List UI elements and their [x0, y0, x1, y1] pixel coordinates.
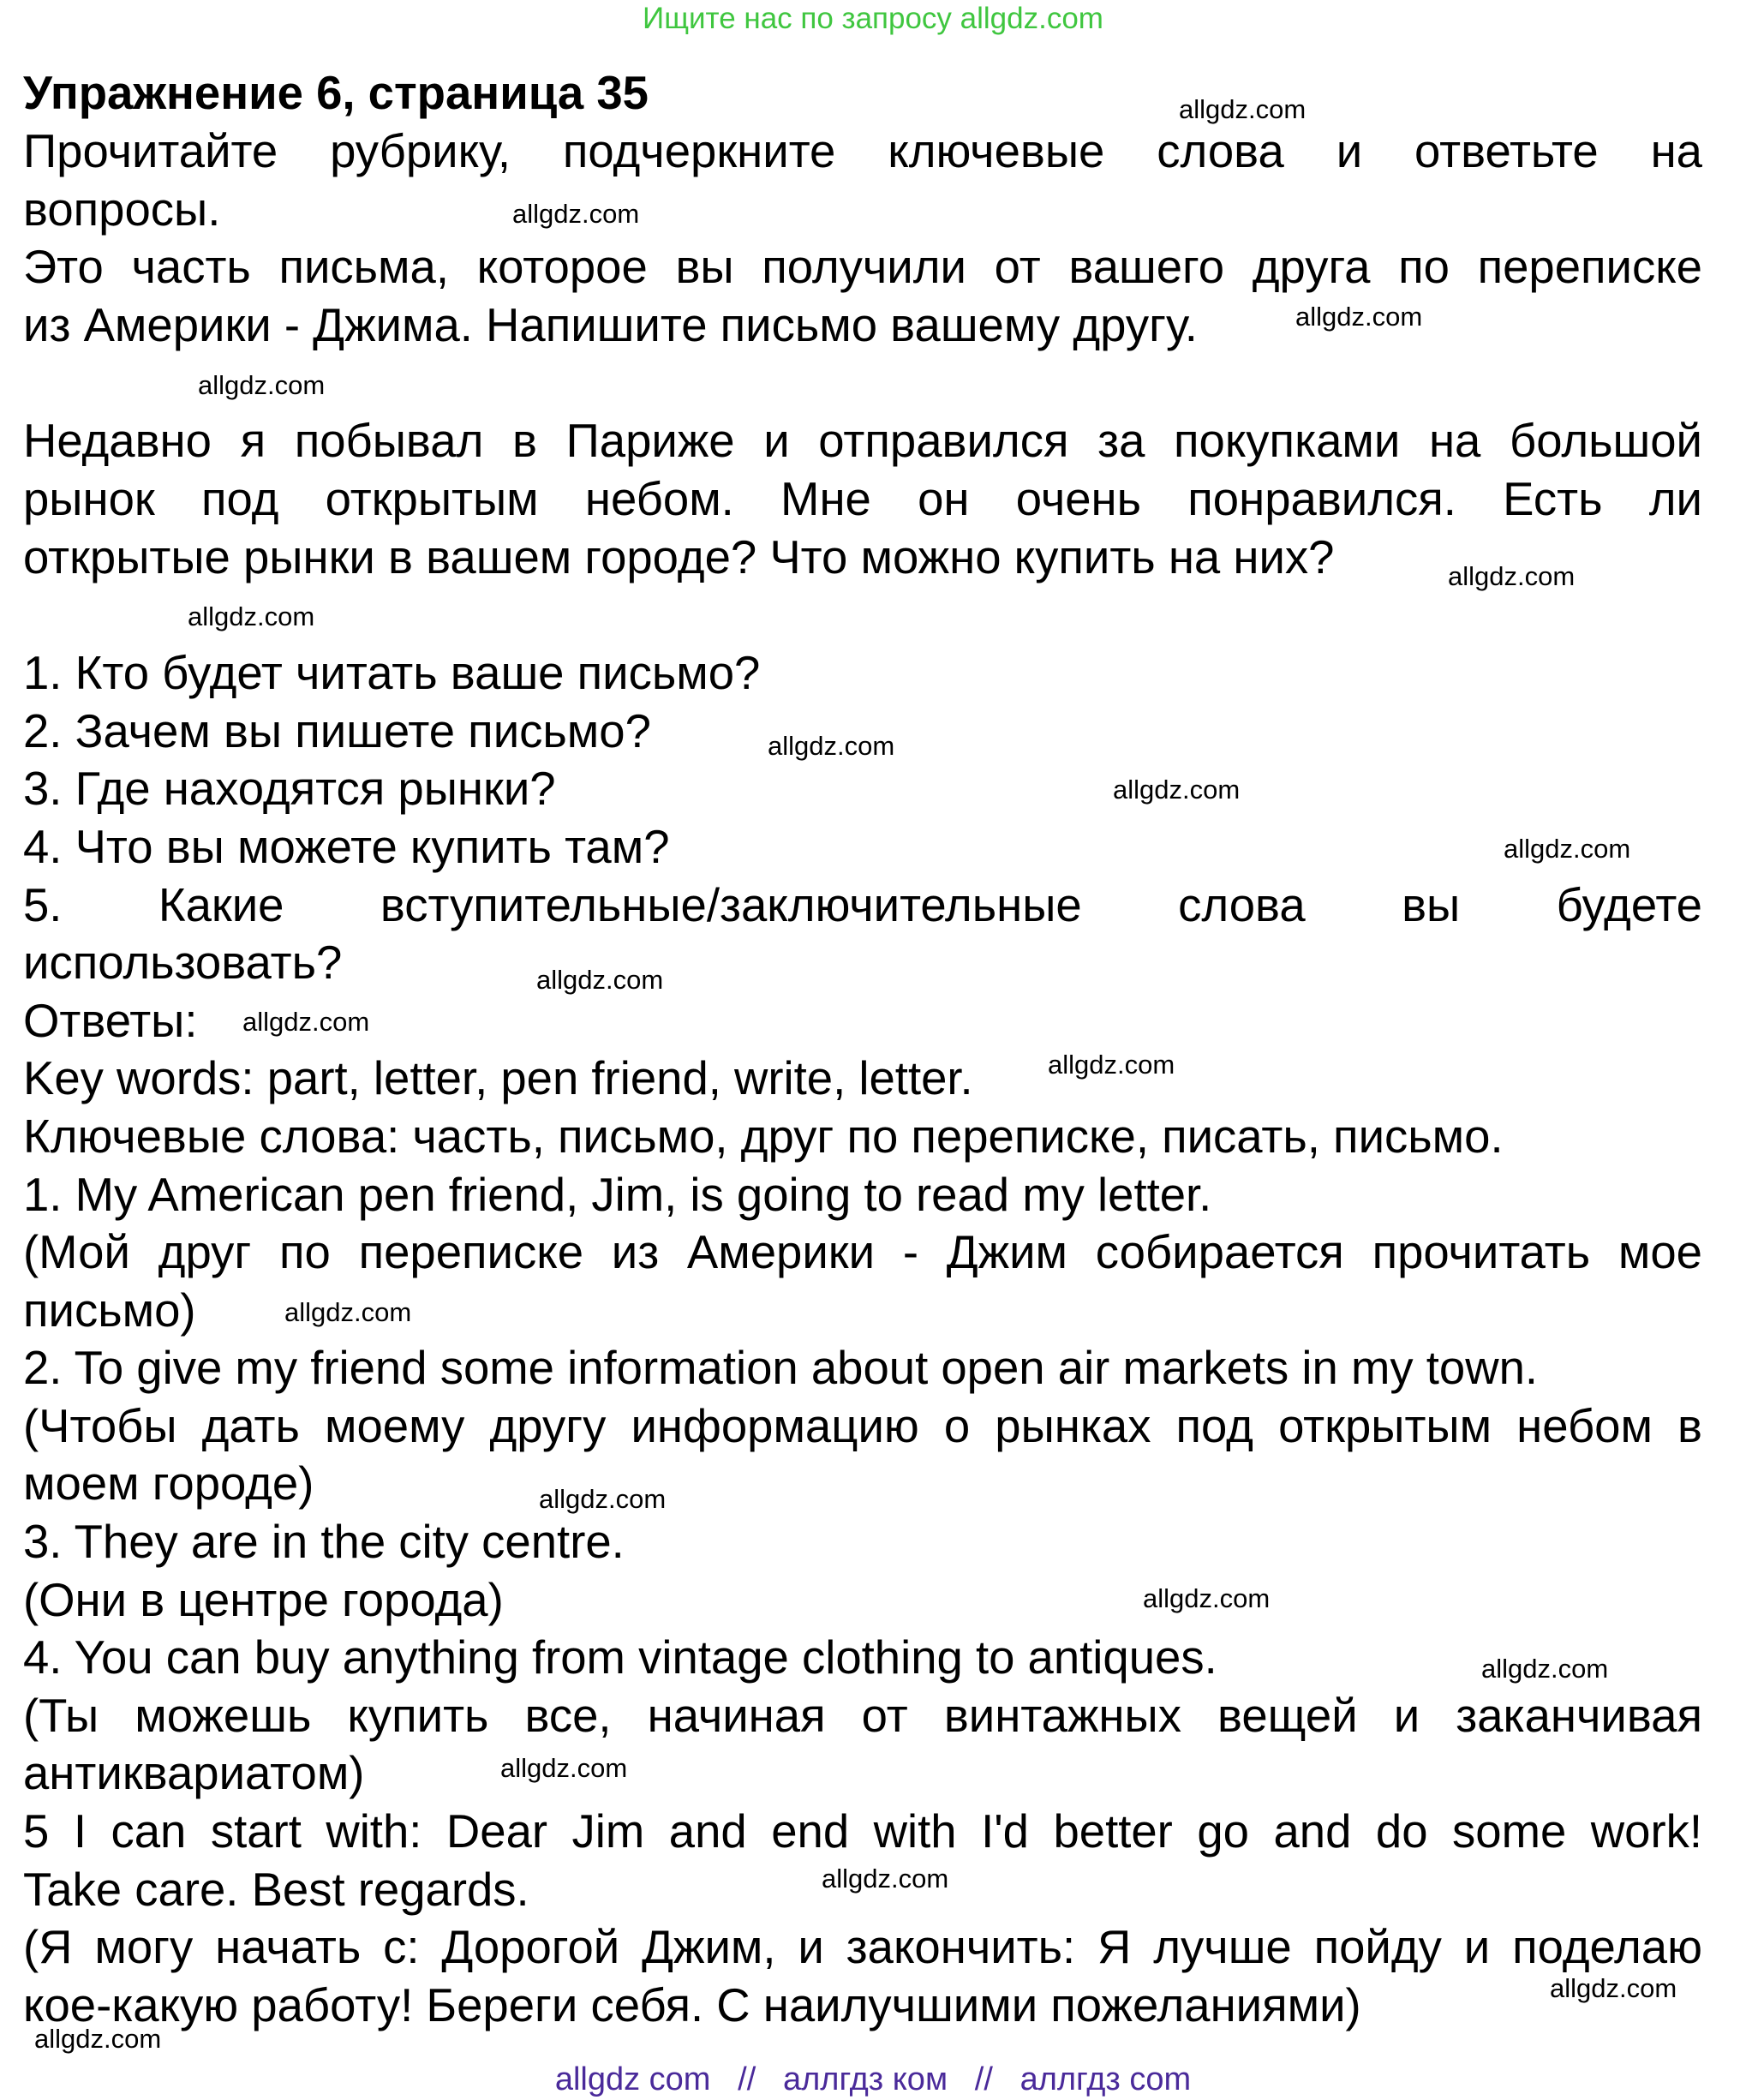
watermark: allgdz.com — [1143, 1583, 1271, 1613]
letter-line: рынок под открытым небом. Мне он очень понравился. Есть ли — [23, 472, 1702, 525]
answer-line: (Они в центре города) — [23, 1573, 504, 1626]
exercise-content — [23, 64, 1702, 2034]
answer-line: (Мой друг по переписке из Америки - Джим собирается прочитать мое — [23, 1226, 1702, 1279]
answer-line: кое-какую работу! Береги себя. С наилучшими пожеланиями) — [23, 1978, 1361, 2031]
watermark: allgdz.com — [188, 601, 315, 631]
footer-link-allgdz[interactable]: allgdz com — [554, 2061, 711, 2097]
answer-line: 5 I can start with: Dear Jim and end with I'd better go and do some work! — [23, 1805, 1702, 1858]
answer-line: Ключевые слова: часть, письмо, друг по переписке, писать, письмо. — [23, 1110, 1504, 1163]
watermark: allgdz.com — [768, 731, 895, 761]
question-line: 2. Зачем вы пишете письмо? — [23, 704, 651, 757]
task-line: Прочитайте рубрику, подчеркните ключевые слова и ответьте на — [23, 125, 1702, 177]
answer-line: 1. My American pen friend, Jim, is going to read my letter. — [23, 1168, 1212, 1221]
question-line: 1. Кто будет читать ваше письмо? — [23, 647, 761, 700]
watermark: allgdz.com — [1179, 94, 1307, 124]
watermark: allgdz.com — [1550, 1973, 1677, 2003]
footer-link-allgdz-ru[interactable]: аллгдз ком — [782, 2061, 948, 2097]
watermark: allgdz.com — [822, 1864, 949, 1894]
watermark: allgdz.com — [536, 965, 664, 995]
task-line: из Америки - Джима. Напишите письмо вашему другу. — [23, 298, 1198, 351]
answer-line: моем городе) — [23, 1457, 314, 1511]
answer-line: Key words: part, letter, pen friend, write, letter. — [23, 1052, 973, 1105]
answer-line: (Чтобы дать моему другу информацию о рынках под открытым небом в — [23, 1399, 1702, 1452]
letter-line: Недавно я побывал в Париже и отправился за покупками на большой — [23, 415, 1702, 468]
task-line: Это часть письма, которое вы получили от вашего друга по переписке — [23, 241, 1702, 294]
letter-line: открытые рынки в вашем городе? Что можно купить на них? — [23, 530, 1335, 583]
watermark: allgdz.com — [512, 199, 640, 229]
answer-line: (Ты можешь купить все, начиная от винтажных вещей и заканчивая — [23, 1689, 1702, 1742]
watermark: allgdz.com — [1448, 561, 1576, 591]
answer-line: Take care. Best regards. — [23, 1863, 529, 1916]
watermark: allgdz.com — [1048, 1050, 1175, 1080]
watermark: allgdz.com — [198, 370, 326, 400]
answer-line: (Я могу начать с: Дорогой Джим, и закончить: Я лучше пойду и поделаю — [23, 1921, 1702, 1974]
watermark: allgdz.com — [1481, 1654, 1609, 1684]
watermark: allgdz.com — [34, 2024, 162, 2054]
watermark: allgdz.com — [242, 1007, 370, 1037]
footer-separator: // — [974, 2061, 993, 2097]
answer-line: 3. They are in the city centre. — [23, 1516, 625, 1569]
question-line: использовать? — [23, 936, 343, 990]
answer-line: антиквариатом) — [23, 1747, 365, 1800]
question-line: 5. Какие вступительные/заключительные слова вы будете — [23, 878, 1702, 931]
answer-line: письмо) — [23, 1283, 196, 1337]
answer-line: 2. To give my friend some information about open air markets in my town. — [23, 1342, 1539, 1395]
watermark: allgdz.com — [284, 1297, 412, 1327]
watermark: allgdz.com — [1295, 302, 1423, 332]
answer-line: 4. You can buy anything from vintage clothing to antiques. — [23, 1631, 1217, 1684]
watermark: allgdz.com — [539, 1484, 667, 1514]
watermark: allgdz.com — [1504, 834, 1631, 864]
footer-link-allgdz-ru-com[interactable]: аллгдз com — [1019, 2061, 1192, 2097]
task-line: вопросы. — [23, 182, 221, 236]
watermark: allgdz.com — [1113, 775, 1241, 805]
exercise-title: Упражнение 6, страница 35 — [23, 67, 649, 119]
top-banner[interactable]: Ищите нас по запросу allgdz.com — [643, 2, 1103, 35]
footer-links — [0, 2061, 1746, 2098]
footer-separator: // — [738, 2061, 756, 2097]
answers-heading: Ответы: — [23, 994, 198, 1047]
question-line: 4. Что вы можете купить там? — [23, 820, 670, 873]
watermark: allgdz.com — [500, 1753, 628, 1783]
question-line: 3. Где находятся рынки? — [23, 763, 556, 816]
